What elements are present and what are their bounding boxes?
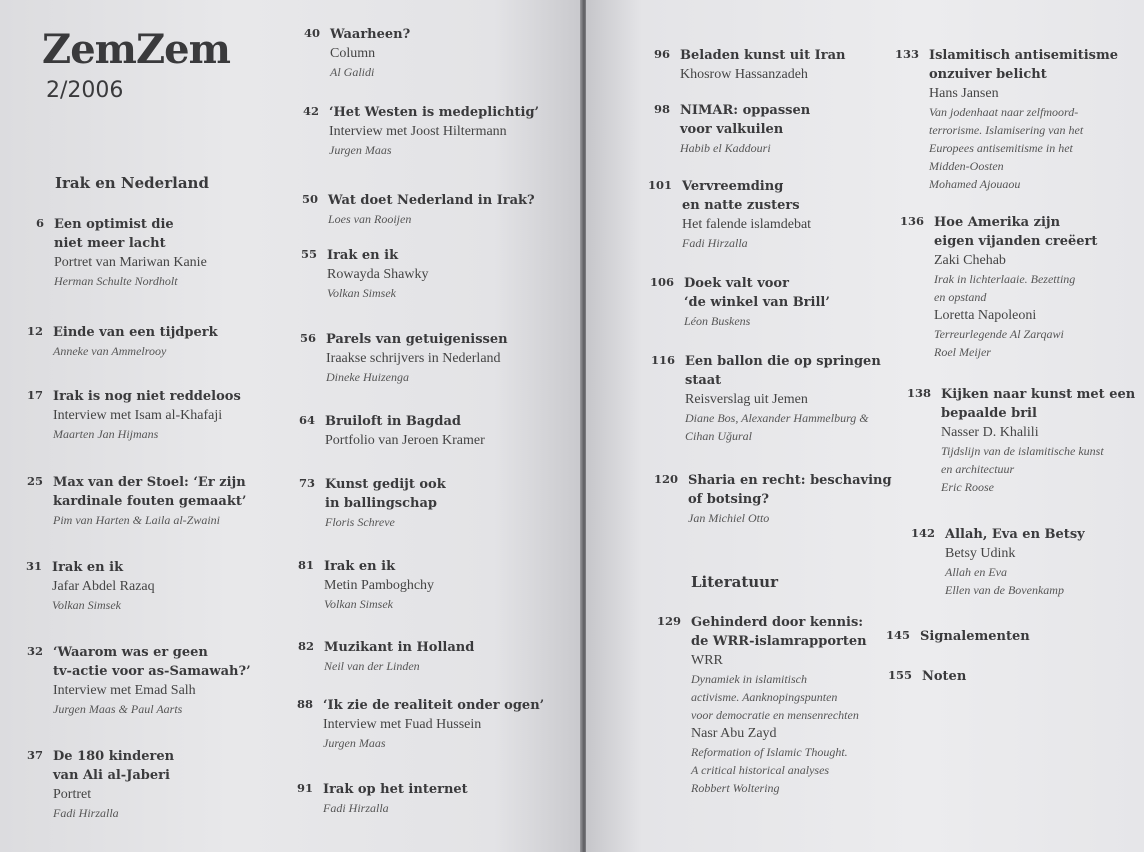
toc-entry-p142[interactable] (910, 525, 1144, 599)
article-title: ‘Het Westen is medeplichtig’ (329, 105, 540, 120)
page-number: 138 (906, 386, 931, 400)
page-number: 50 (301, 192, 318, 206)
article-author-2: Ellen van de Bovenkamp (945, 583, 1064, 597)
article-subtitle: Interview met Fuad Hussein (323, 717, 482, 732)
article-subtitle: Reisverslag uit Jemen (685, 392, 808, 407)
page-number: 17 (26, 388, 43, 402)
article-subtitle: Interview met Joost Hiltermann (329, 124, 507, 139)
article-author: Herman Schulte Nordholt (54, 274, 178, 288)
article-subtitle: Interview met Isam al-Khafaji (53, 408, 223, 423)
article-subtitle-2: Nasr Abu Zayd (691, 726, 777, 741)
page-number: 81 (297, 558, 314, 572)
article-title: Waarheen? (330, 27, 411, 42)
article-author: Tijdslijn van de islamitische kunst en architectuur (941, 444, 1104, 476)
toc-entry-p81[interactable] (297, 557, 554, 613)
page-number: 12 (26, 324, 43, 338)
article-author-3: Robbert Woltering (691, 781, 780, 795)
page-number: 136 (899, 214, 924, 228)
page-number: 129 (656, 614, 681, 628)
article-author: Jurgen Maas (329, 143, 392, 157)
article-author: Léon Buskens (684, 314, 751, 328)
article-author: Floris Schreve (325, 515, 395, 529)
toc-entry-p31[interactable] (25, 558, 282, 614)
article-author-2: Reformation of Islamic Thought. A critical historical analyses (691, 745, 848, 777)
article-title: Wat doet Nederland in Irak? (328, 193, 535, 208)
toc-entry-p17[interactable] (26, 387, 283, 443)
toc-entry-p37[interactable] (26, 747, 283, 822)
page-number: 32 (26, 644, 43, 658)
page-number: 25 (26, 474, 43, 488)
article-subtitle: Rowayda Shawky (327, 267, 429, 282)
article-subtitle: WRR (691, 653, 723, 668)
article-title: Bruiloft in Bagdad (325, 414, 461, 429)
magazine-title: ZemZem (42, 26, 230, 73)
article-title: Irak en ik (327, 248, 399, 263)
article-title: NIMAR: oppassen voor valkuilen (680, 103, 811, 137)
article-subtitle: Zaki Chehab (934, 253, 1006, 268)
page-number: 31 (25, 559, 42, 573)
toc-entry-p6[interactable] (35, 215, 284, 290)
toc-entry-p56[interactable] (299, 330, 556, 386)
toc-entry-p88[interactable] (296, 696, 553, 752)
right-page (586, 0, 1144, 852)
toc-entry-p106[interactable] (649, 274, 914, 330)
article-author: Volkan Simsek (324, 597, 393, 611)
article-title: Noten (922, 669, 967, 684)
article-title: Islamitisch antisemitisme onzuiver belicht (929, 48, 1119, 82)
article-author: Dynamiek in islamitisch activisme. Aanknopingspunten voor democratie en mensenrechten (691, 672, 859, 722)
toc-entry-p145[interactable] (885, 627, 1144, 646)
toc-entry-p64[interactable] (298, 412, 555, 450)
article-title: Muzikant in Holland (324, 640, 475, 655)
article-title: Irak is nog niet reddeloos (53, 389, 241, 404)
article-author: Volkan Simsek (52, 598, 121, 612)
article-author: Fadi Hirzalla (682, 236, 748, 250)
toc-entry-p42[interactable] (302, 103, 559, 159)
page-number: 98 (653, 102, 670, 116)
article-subtitle: Het falende islamdebat (682, 217, 812, 232)
article-author: Maarten Jan Hijmans (53, 427, 159, 441)
page-number: 55 (300, 247, 317, 261)
toc-entry-p40[interactable] (303, 25, 560, 81)
article-title: Sharia en recht: beschaving of botsing? (688, 473, 892, 507)
article-title: De 180 kinderen van Ali al-Jaberi (53, 749, 175, 783)
toc-entry-p101[interactable] (647, 177, 912, 252)
article-subtitle: Hans Jansen (929, 86, 999, 101)
article-title: ‘Ik zie de realiteit onder ogen’ (323, 698, 545, 713)
article-author: Neil van der Linden (324, 659, 420, 673)
page-number: 40 (303, 26, 320, 40)
article-author: Pim van Harten & Laila al-Zwaini (53, 513, 221, 527)
page-number: 142 (910, 526, 935, 540)
article-title: Einde van een tijdperk (53, 325, 218, 340)
page-number: 155 (887, 668, 912, 682)
article-title: Een optimist die niet meer lacht (54, 217, 174, 251)
page-number: 106 (649, 275, 674, 289)
article-subtitle: Interview met Emad Salh (53, 683, 196, 698)
toc-entry-p138[interactable] (906, 385, 1144, 496)
toc-entry-p91[interactable] (296, 780, 553, 817)
article-author: Habib el Kaddouri (680, 141, 771, 155)
page-number: 133 (894, 47, 919, 61)
toc-entry-p133[interactable] (894, 46, 1144, 193)
page-number: 101 (647, 178, 672, 192)
article-title: Vervreemding en natte zusters (682, 179, 800, 213)
toc-entry-p136[interactable] (899, 213, 1144, 361)
section-heading-irak: Irak en Nederland (55, 174, 209, 192)
article-title: Gehinderd door kennis: de WRR-islamrapporten (691, 615, 867, 649)
page-number: 91 (296, 781, 313, 795)
page-number: 6 (35, 216, 44, 230)
article-title: Doek valt voor ‘de winkel van Brill’ (684, 276, 830, 310)
article-subtitle: Portret van Mariwan Kanie (54, 255, 207, 270)
article-title: Allah, Eva en Betsy (945, 527, 1085, 542)
article-author: Anneke van Ammelrooy (53, 344, 167, 358)
article-subtitle: Metin Pamboghchy (324, 578, 435, 593)
page-number: 82 (297, 639, 314, 653)
article-title: Signalementen (920, 629, 1030, 644)
toc-entry-p98[interactable] (653, 101, 910, 157)
page-number: 42 (302, 104, 319, 118)
page-number: 73 (298, 476, 315, 490)
article-author: Volkan Simsek (327, 286, 396, 300)
article-author: Loes van Rooijen (328, 212, 412, 226)
article-author: Jan Michiel Otto (688, 511, 770, 525)
article-subtitle: Iraakse schrijvers in Nederland (326, 351, 501, 366)
article-subtitle: Betsy Udink (945, 546, 1016, 561)
article-subtitle: Portfolio van Jeroen Kramer (325, 433, 485, 448)
toc-entry-p55[interactable] (300, 246, 557, 302)
article-author: Jurgen Maas & Paul Aarts (53, 702, 183, 716)
page-number: 120 (653, 472, 678, 486)
article-author-2: Eric Roose (941, 480, 994, 494)
toc-entry-p73[interactable] (298, 475, 555, 531)
article-author: Dineke Huizenga (326, 370, 409, 384)
article-author: Allah en Eva (945, 565, 1007, 579)
page-number: 88 (296, 697, 313, 711)
article-author: Van jodenhaat naar zelfmoord- terrorisme. Islamisering van het Europees antisemitisme in het Midden-Oosten (929, 105, 1084, 173)
article-subtitle-2: Loretta Napoleoni (934, 308, 1037, 323)
article-title: Kijken naar kunst met een bepaalde bril (941, 387, 1136, 421)
article-author-2: Mohamed Ajouaou (929, 177, 1021, 191)
article-author: Jurgen Maas (323, 736, 386, 750)
toc-entry-p120[interactable] (653, 471, 918, 527)
toc-entry-p96[interactable] (653, 46, 910, 84)
section-heading-literatuur: Literatuur (691, 573, 778, 591)
toc-entry-p82[interactable] (297, 638, 554, 675)
article-author-2: Terreurlegende Al Zarqawi (934, 327, 1064, 341)
article-subtitle: Jafar Abdel Razaq (52, 579, 155, 594)
article-author: Diane Bos, Alexander Hammelburg & Cihan Uğural (685, 411, 869, 443)
toc-entry-p12[interactable] (26, 323, 283, 360)
article-author-3: Roel Meijer (934, 345, 991, 359)
article-subtitle: Khosrow Hassanzadeh (680, 67, 808, 82)
article-subtitle: Portret (53, 787, 92, 802)
article-title: Een ballon die op springen staat (685, 354, 881, 388)
toc-entry-p25[interactable] (26, 473, 283, 529)
page-number: 37 (26, 748, 43, 762)
article-title: Irak en ik (52, 560, 124, 575)
article-subtitle: Column (330, 46, 376, 61)
toc-entry-p50[interactable] (301, 191, 558, 228)
article-author: Al Galidi (330, 65, 375, 79)
article-author: Fadi Hirzalla (53, 806, 119, 820)
article-title: Parels van getuigenissen (326, 332, 508, 347)
page-number: 116 (650, 353, 675, 367)
article-title: Beladen kunst uit Iran (680, 48, 846, 63)
article-author: Fadi Hirzalla (323, 801, 389, 815)
page-number: 64 (298, 413, 315, 427)
toc-entry-p155[interactable] (887, 667, 1144, 686)
article-title: Irak op het internet (323, 782, 468, 797)
article-title: Irak en ik (324, 559, 396, 574)
article-subtitle: Nasser D. Khalili (941, 425, 1039, 440)
toc-entry-p32[interactable] (26, 643, 283, 718)
page-number: 96 (653, 47, 670, 61)
page-number: 56 (299, 331, 316, 345)
toc-entry-p116[interactable] (650, 352, 915, 445)
article-title: Kunst gedijt ook in ballingschap (325, 477, 446, 511)
article-title: Max van der Stoel: ‘Er zijn kardinale fouten gemaakt’ (53, 475, 247, 509)
article-title: ‘Waarom was er geen tv-actie voor as-Samawah?’ (53, 645, 251, 679)
page-number: 145 (885, 628, 910, 642)
article-title: Hoe Amerika zijn eigen vijanden creëert (934, 215, 1098, 249)
magazine-issue: 2/2006 (46, 78, 124, 103)
article-author: Irak in lichterlaaie. Bezetting en opstand (934, 272, 1076, 304)
